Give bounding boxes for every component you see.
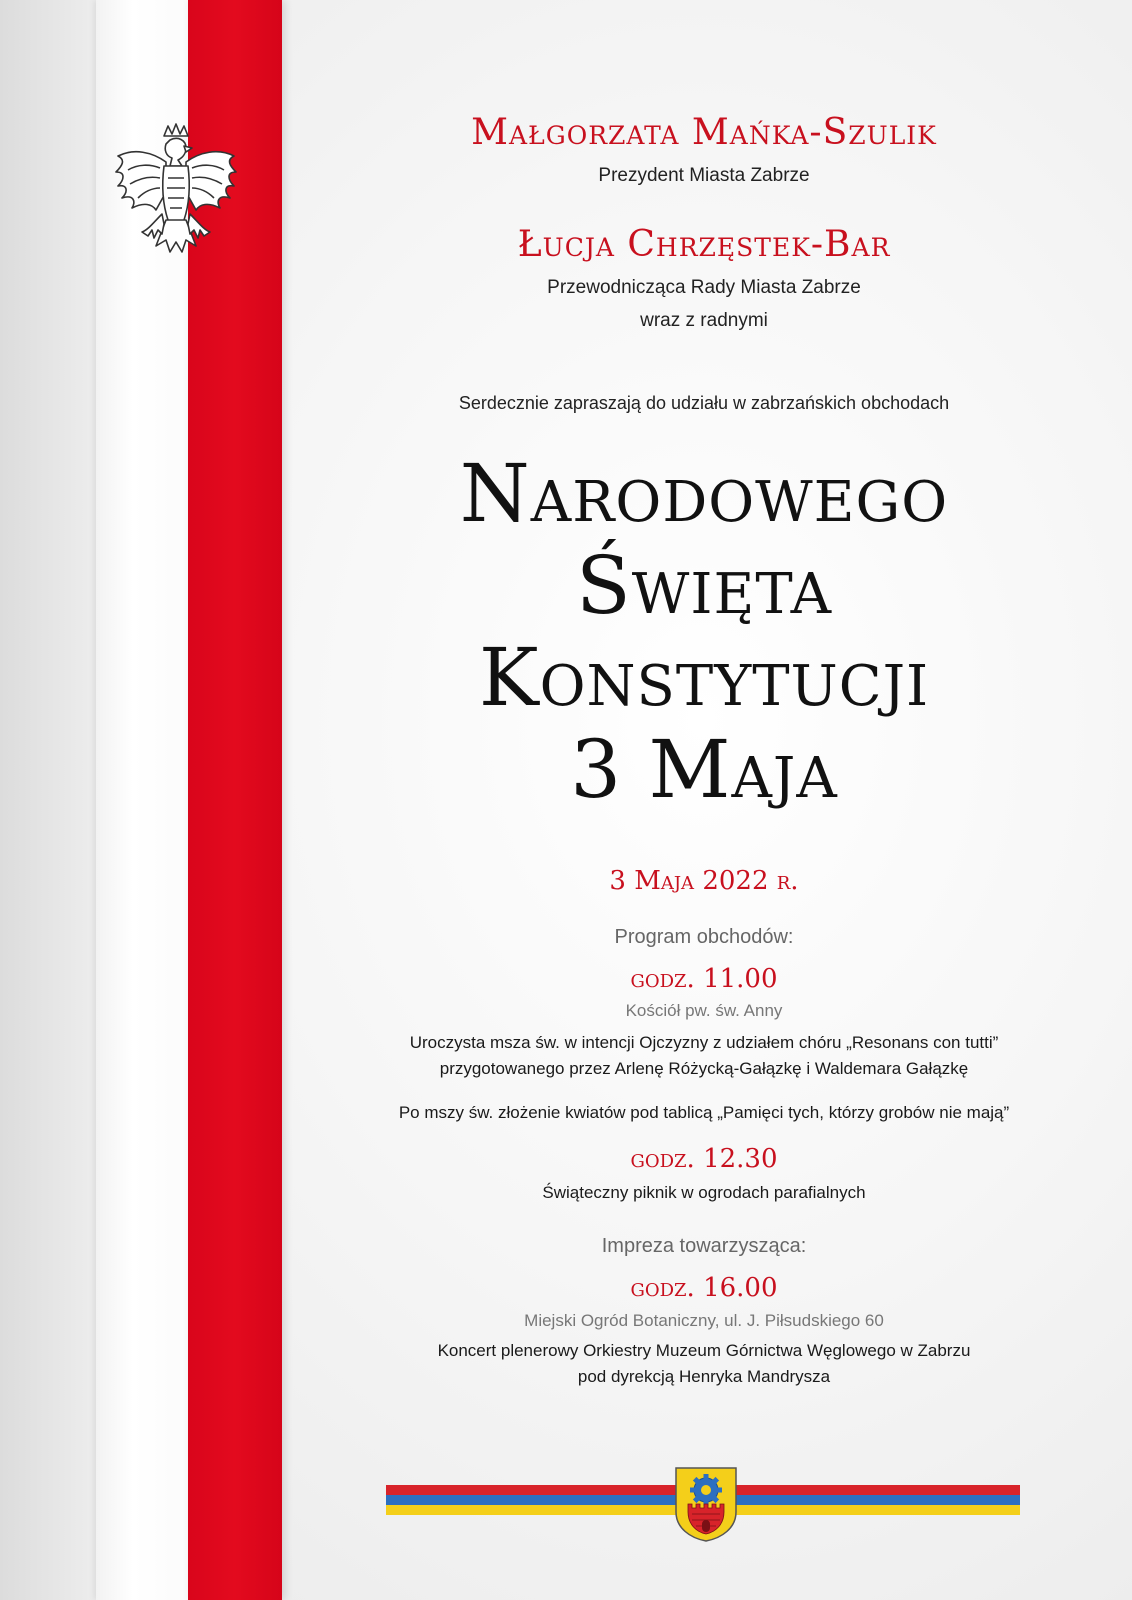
event1-flowers: Po mszy św. złożenie kwiatów pod tablicą „Pamięci tych, którzy grobów nie mają” [398, 1103, 1010, 1122]
event-date: 3 Maja 2022 r. [609, 866, 799, 896]
event1-description-cont: przygotowanego przez Arlenę Różycką-Gałązkę i Waldemara Gałązkę [439, 1059, 969, 1078]
president-title: Prezydent Miasta Zabrze [598, 165, 810, 186]
side-event-description: Koncert plenerowy Orkiestry Muzeum Górnictwa Węglowego w Zabrzu [437, 1341, 971, 1360]
zabrze-coat-of-arms-icon [674, 1466, 738, 1542]
side-event-description-cont: pod dyrekcją Henryka Mandrysza [577, 1367, 831, 1386]
side-event-time: godz. 16.00 [630, 1273, 778, 1303]
chair-name: Łucja Chrzęstek-Bar [517, 224, 891, 265]
headline-line-3: Konstytucji [478, 631, 930, 724]
headline-line-1: Narodowego [459, 447, 949, 540]
polish-white-eagle-icon [112, 122, 240, 272]
left-margin-strip [0, 0, 96, 1600]
chair-title: Przewodnicząca Rady Miasta Zabrze [547, 277, 861, 298]
invitation-text: Serdecznie zapraszają do udziału w zabrzańskich obchodach [458, 393, 950, 413]
chair-with-councillors: wraz z radnymi [640, 310, 768, 331]
side-event-heading: Impreza towarzysząca: [601, 1235, 807, 1257]
event1-place: Kościół pw. św. Anny [625, 1001, 783, 1020]
event1-description: Uroczysta msza św. w intencji Ojczyzny z udziałem chóru „Resonans con tutti” [409, 1033, 999, 1052]
headline-line-2: Święta [575, 539, 833, 632]
headline-line-4: 3 Maja [570, 723, 838, 816]
side-event-place: Miejski Ogród Botaniczny, ul. J. Piłsudskiego 60 [524, 1311, 884, 1330]
president-name: Małgorzata Mańka-Szulik [471, 112, 937, 153]
program-heading: Program obchodów: [614, 926, 794, 948]
event2-description: Świąteczny piknik w ogrodach parafialnych [542, 1183, 866, 1202]
event1-time: godz. 11.00 [630, 964, 778, 994]
event2-time: godz. 12.30 [630, 1144, 778, 1174]
